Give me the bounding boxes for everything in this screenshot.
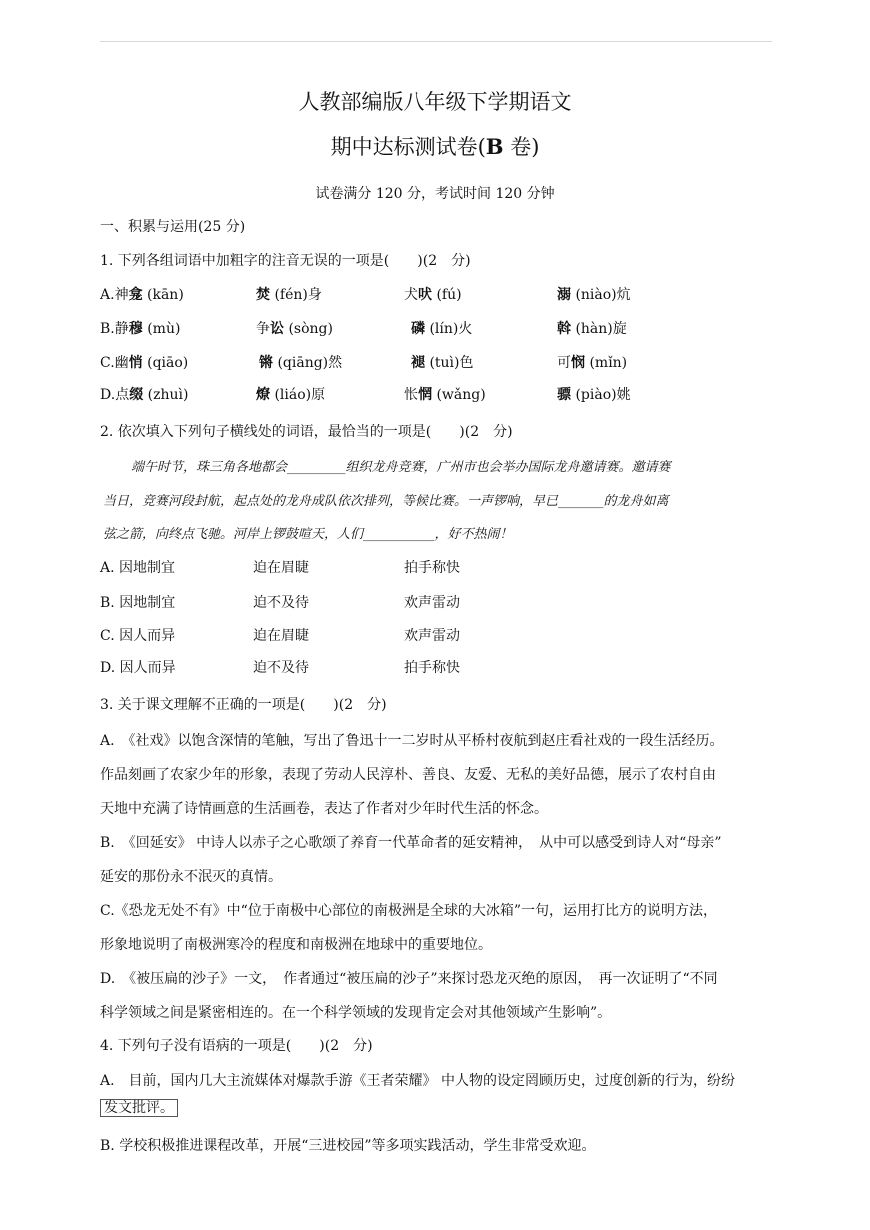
q2-c-choice-2: 迫在眉睫 (253, 628, 309, 644)
q2-stem: 2. 依次填入下列句子横线处的词语，最恰当的一项是( )(2 分) (100, 424, 513, 440)
q4-option-a-line-1: A. 目前，国内几大主流媒体对爆款手游《王者荣耀》 中人物的设定罔顾历史，过度创新的行为，纷纷 (100, 1073, 736, 1089)
q1-a-word-2 (256, 285, 322, 305)
q1-b-word-3 (411, 319, 472, 339)
title-line-2-pre: 期中达标测试卷( (330, 135, 486, 159)
top-rule (100, 41, 772, 42)
opt-letter: D. (100, 387, 116, 403)
word-bold: 斡 (557, 321, 571, 337)
pinyin: (wǎng) (436, 387, 486, 403)
boxed-text: 发文批评。 (100, 1099, 178, 1117)
word-plain: 幽 (114, 355, 129, 371)
word-bold: 褪 (411, 355, 425, 371)
q3-line-8: D. 《被压扁的沙子》一文， 作者通过“被压扁的沙子”来探讨恐龙灭绝的原因， 再一次证明了“不同 (100, 971, 718, 987)
q3-line-6: C.《恐龙无处不有》中“位于南极中心部位的南极洲是全球的大冰箱”一句，运用打比方的说明方法， (100, 903, 717, 919)
pinyin: (fú) (436, 287, 462, 303)
q2-option-c: C. 因人而异 (100, 628, 176, 644)
q2-a-choice-3: 拍手称快 (404, 560, 460, 576)
pinyin: (qiāo) (147, 355, 189, 371)
q1-a-word-3 (404, 285, 462, 305)
section-heading: 一、积累与运用(25 分) (100, 219, 246, 235)
q2-b-choice-2: 迫不及待 (253, 595, 309, 611)
q1-c-word-3 (411, 353, 474, 373)
word-plain: 怅 (404, 387, 418, 403)
title-line-2-post: 卷) (503, 135, 540, 159)
word-bold: 焚 (256, 287, 270, 303)
q4-option-b: B. 学校积极推进课程改革，开展“三进校园”等多项实践活动，学生非常受欢迎。 (100, 1138, 596, 1154)
q1-option-c (100, 353, 188, 373)
pinyin: (mǐn) (589, 355, 628, 371)
q1-option-d (100, 385, 188, 405)
pinyin: (lín)火 (429, 321, 473, 337)
pinyin: (tuì)色 (429, 355, 474, 371)
q1-stem: 1. 下列各组词语中加粗字的注音无误的一项是( )(2 分) (100, 253, 471, 269)
word-bold: 悯 (571, 355, 585, 371)
q2-passage-line-2: 当日，竞赛河段封航，起点处的龙舟成队依次排列，等候比赛。一声锣响，早已_______的龙舟如离 (103, 494, 669, 509)
q1-d-word-3 (404, 385, 486, 405)
pinyin: (niào)炕 (575, 287, 631, 303)
opt-letter: C. (100, 355, 115, 371)
pinyin: (hàn)旋 (575, 321, 627, 337)
q2-option-a: A. 因地制宜 (100, 560, 176, 576)
q3-line-2: 作品刻画了农家少年的形象，表现了劳动人民淳朴、善良、友爱、无私的美好品德，展示了农村自由 (100, 767, 716, 783)
q1-b-word-2 (256, 319, 333, 339)
subtitle: 试卷满分 120 分，考试时间 120 分钟 (315, 186, 555, 202)
q1-d-word-4 (557, 385, 631, 405)
opt-letter: A. (100, 287, 115, 303)
q2-d-choice-2: 迫不及待 (253, 660, 309, 676)
pinyin: (sòng) (288, 321, 333, 337)
q3-line-1: A. 《社戏》以饱含深情的笔触，写出了鲁迅十一二岁时从平桥村夜航到赵庄看社戏的一段生活经历。 (100, 733, 724, 749)
q2-option-d: D. 因人而异 (100, 660, 176, 676)
title-line-2 (0, 133, 870, 161)
title-line-2-bold: B (485, 134, 504, 159)
q1-b-word-4 (557, 319, 627, 339)
word-bold: 锵 (259, 355, 273, 371)
pinyin: (piào)姚 (575, 387, 631, 403)
q1-c-word-4 (557, 353, 627, 373)
pinyin: (liáo)原 (274, 387, 326, 403)
q1-option-b (100, 319, 180, 339)
q2-c-choice-3: 欢声雷动 (404, 628, 460, 644)
pinyin: (qiāng)然 (277, 355, 343, 371)
word-plain: 点 (115, 387, 130, 403)
word-bold: 燎 (256, 387, 270, 403)
q3-line-7: 形象地说明了南极洲寒冷的程度和南极洲在地球中的重要地位。 (100, 937, 492, 953)
q3-stem: 3. 关于课文理解不正确的一项是( )(2 分) (100, 697, 387, 713)
q1-option-a (100, 285, 184, 305)
pinyin: (zhuì) (147, 387, 189, 403)
pinyin: (kān) (147, 287, 184, 303)
q3-line-4: B. 《回延安》 中诗人以赤子之心歌颂了养育一代革命者的延安精神， 从中可以感受到诗人对“母亲” (100, 835, 722, 851)
q2-passage-line-3: 弦之箭，向终点飞驰。河岸上锣鼓喧天，人们___________，好不热闹！ (103, 527, 513, 542)
pinyin: (fén)身 (274, 287, 322, 303)
q2-option-b: B. 因地制宜 (100, 595, 176, 611)
word-bold: 讼 (270, 321, 284, 337)
word-bold: 穆 (128, 321, 143, 337)
q1-d-word-2 (256, 385, 325, 405)
q3-line-3: 天地中充满了诗情画意的生活画卷，表达了作者对少年时代生活的怀念。 (100, 801, 548, 817)
q2-passage-line-1: 端午时节，珠三角各地都会_________组织龙舟竞赛，广州市也会举办国际龙舟邀请赛。邀请赛 (131, 460, 671, 475)
q1-c-word-2 (259, 353, 342, 373)
q3-line-5: 延安的那份永不泯灭的真情。 (100, 869, 282, 885)
word-plain: 争 (256, 321, 270, 337)
q4-option-a-line-2 (104, 1098, 178, 1118)
q4-stem: 4. 下列句子没有语病的一项是( )(2 分) (100, 1038, 373, 1054)
word-plain: 静 (114, 321, 129, 337)
q2-a-choice-2: 迫在眉睫 (253, 560, 309, 576)
word-plain: 神 (114, 287, 129, 303)
word-bold: 惘 (418, 387, 432, 403)
word-bold: 缀 (129, 387, 144, 403)
word-bold: 溺 (557, 287, 571, 303)
title-line-1: 人教部编版八年级下学期语文 (298, 90, 572, 114)
word-bold: 悄 (128, 355, 143, 371)
word-bold: 磷 (411, 321, 425, 337)
q2-d-choice-3: 拍手称快 (404, 660, 460, 676)
opt-letter: B. (100, 321, 115, 337)
q1-a-word-4 (557, 285, 631, 305)
word-plain: 可 (557, 355, 571, 371)
q2-b-choice-3: 欢声雷动 (404, 595, 460, 611)
q3-line-9: 科学领域之间是紧密相连的。在一个科学领域的发现肯定会对其他领域产生影响”。 (100, 1005, 612, 1021)
word-bold: 骠 (557, 387, 571, 403)
pinyin: (mù) (147, 321, 181, 337)
word-bold: 龛 (128, 287, 143, 303)
word-bold: 吠 (418, 287, 432, 303)
word-plain: 犬 (404, 287, 418, 303)
